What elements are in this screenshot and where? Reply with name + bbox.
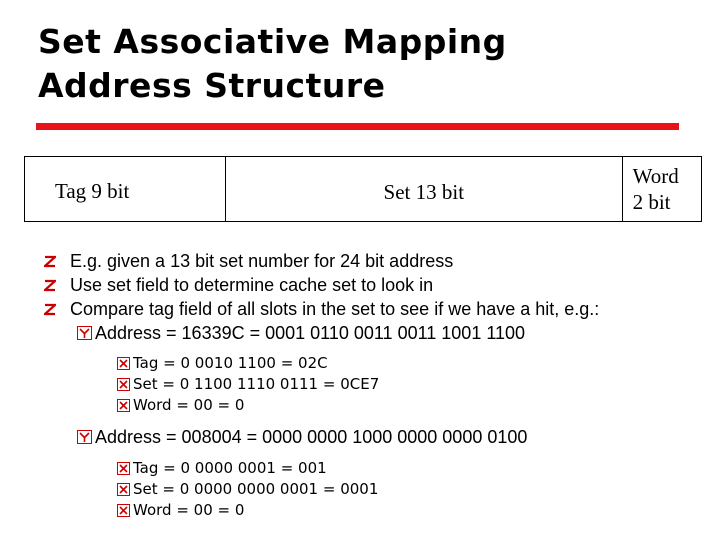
checkbox-x-bullet-icon <box>117 504 130 517</box>
checkbox-x-bullet-icon <box>117 378 130 391</box>
example-tag-text: Tag = 0 0010 1100 = 02C <box>133 354 328 372</box>
example-word-item <box>117 395 714 416</box>
example-set-text: Set = 0 0000 0000 0001 = 0001 <box>133 480 379 498</box>
example-set-text: Set = 0 1100 1110 0111 = 0CE7 <box>133 375 380 393</box>
z-bullet-icon <box>44 279 56 292</box>
example-address-item <box>77 321 714 345</box>
set-field: Set 13 bit <box>226 157 623 222</box>
word-field-label: Word <box>632 164 679 188</box>
tag-field: Tag 9 bit <box>25 157 226 222</box>
example-address-text: Address = 16339C = 0001 0110 0011 0011 1001 1100 <box>95 323 526 343</box>
z-bullet-icon <box>44 303 56 316</box>
example-tag-item <box>117 458 714 479</box>
checkbox-y-bullet-icon <box>77 326 92 340</box>
example-word-item <box>117 500 714 521</box>
bullet-item <box>44 297 714 321</box>
slide-title <box>38 20 507 108</box>
bullet-text: Use set field to determine cache set to look in <box>70 275 434 295</box>
example-tag-text: Tag = 0 0000 0001 = 001 <box>133 459 327 477</box>
example-set-item <box>117 374 714 395</box>
bullet-list <box>44 249 714 521</box>
checkbox-y-bullet-icon <box>77 430 92 444</box>
bullet-item <box>44 273 714 297</box>
title-divider <box>36 123 679 130</box>
address-structure-table <box>24 156 702 222</box>
bullet-text: E.g. given a 13 bit set number for 24 bit address <box>70 251 454 271</box>
word-field <box>622 157 701 222</box>
example-address-item <box>77 425 714 449</box>
example-word-text: Word = 00 = 0 <box>133 501 245 519</box>
title-line-1: Set Associative Mapping <box>38 22 507 61</box>
example-address-text: Address = 008004 = 0000 0000 1000 0000 0000 0100 <box>95 427 528 447</box>
z-bullet-icon <box>44 255 56 268</box>
example-set-item <box>117 479 714 500</box>
word-field-size: 2 bit <box>632 190 671 214</box>
example-tag-item <box>117 353 714 374</box>
checkbox-x-bullet-icon <box>117 462 130 475</box>
title-line-2: Address Structure <box>38 66 386 105</box>
example-word-text: Word = 00 = 0 <box>133 396 245 414</box>
bullet-item <box>44 249 714 273</box>
checkbox-x-bullet-icon <box>117 483 130 496</box>
checkbox-x-bullet-icon <box>117 399 130 412</box>
bullet-text: Compare tag field of all slots in the set to see if we have a hit, e.g.: <box>70 299 600 319</box>
checkbox-x-bullet-icon <box>117 357 130 370</box>
